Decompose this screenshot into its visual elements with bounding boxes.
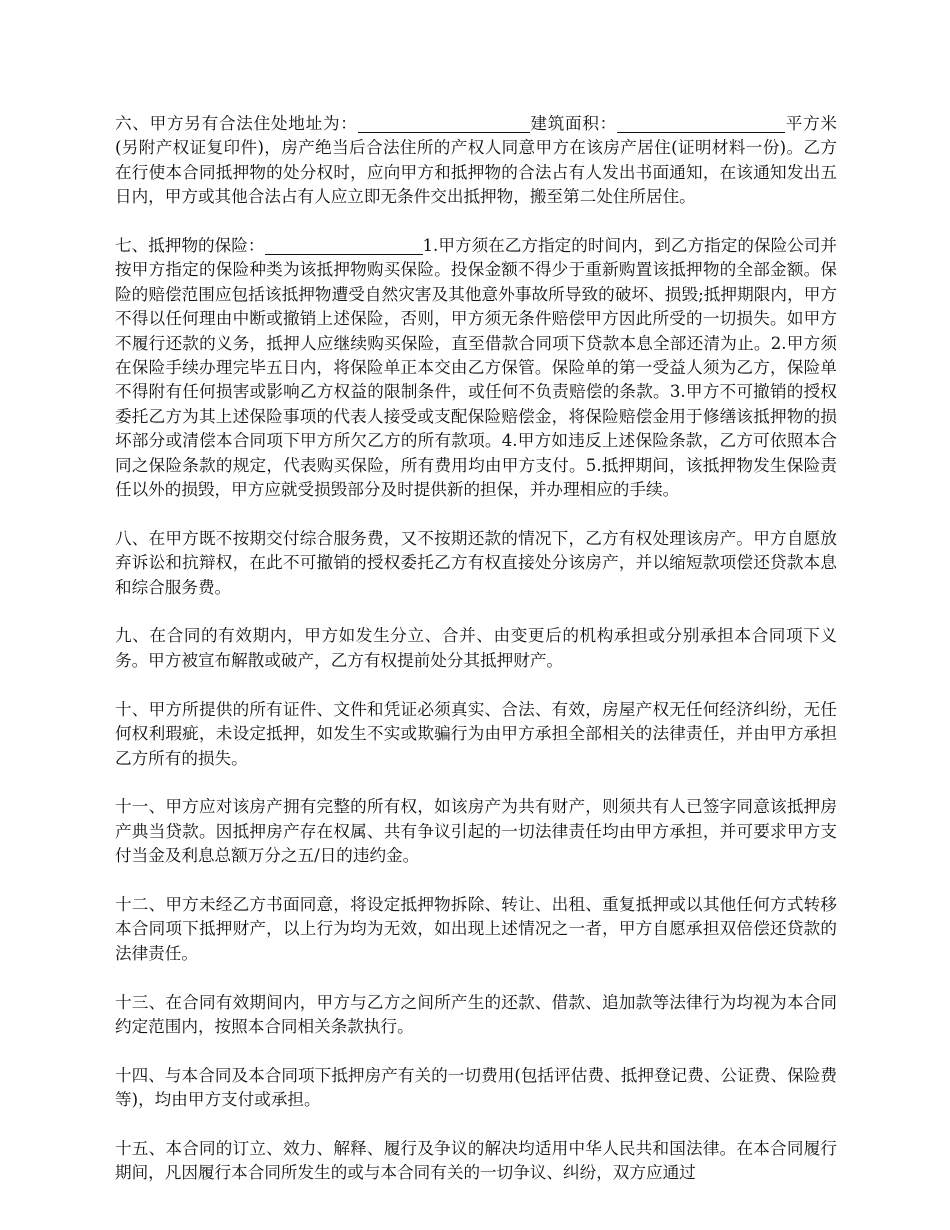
clause-12: 十二、甲方未经乙方书面同意，将设定抵押物拆除、转让、出租、重复抵押或以其他任何方式转移本合同项下抵押财产，以上行为均为无效，如出现上述情况之一者，甲方自愿承担双倍偿还贷款的法律责任。 [115,894,837,963]
clause-11: 十一、甲方应对该房产拥有完整的所有权，如该房产为共有财产，则须共有人已签字同意该抵押房产典当贷款。因抵押房产存在权属、共有争议引起的一切法律责任均由甲方承担，并可要求甲方支付当金及利息总额万分之五/日的违约金。 [115,797,837,866]
clause-15: 十五、本合同的订立、效力、解释、履行及争议的解决均适用中华人民共和国法律。在本合同履行期间，凡因履行本合同所发生的或与本合同有关的一切争议、纠纷，双方应通过 [115,1138,837,1183]
clause-13: 十三、在合同有效期间内，甲方与乙方之间所产生的还款、借款、追加款等法律行为均视为本合同约定范围内，按照本合同相关条款执行。 [115,992,837,1036]
clause-6-text-a: 六、甲方另有合法住处地址为： [115,114,358,133]
insurance-blank [265,236,423,255]
document-body [115,112,837,1210]
clause-6 [115,112,837,210]
clause-9: 九、在合同的有效期内，甲方如发生分立、合并、由变更后的机构承担或分别承担本合同项下义务。甲方被宣布解散或破产，乙方有权提前处分其抵押财产。 [115,626,837,670]
clause-7 [115,234,837,502]
clause-6-text-c: 平方米(另附产权证复印件)，房产绝当后合法住所的产权人同意甲方在该房产居住(证明材料一份)。乙方在行使本合同抵押物的处分权时，应向甲方和抵押物的合法占有人发出书面通知，在该通知发出五日内，甲方或其他合法占有人应立即无条件交出抵押物，搬至第二处住所居住。 [115,114,838,207]
clause-6-text-b: 建筑面积： [529,114,618,133]
clause-10: 十、甲方所提供的所有证件、文件和凭证必须真实、合法、有效，房屋产权无任何经济纠纷，无任何权利瑕疵，未设定抵押，如发生不实或欺骗行为由甲方承担全部相关的法律责任，并由甲方承担乙方所有的损失。 [115,699,837,768]
clause-7-text-a: 七、抵押物的保险： [115,236,265,256]
area-blank [617,114,785,133]
clause-14: 十四、与本合同及本合同项下抵押房产有关的一切费用(包括评估费、抵押登记费、公证费、保险费等)，均由甲方支付或承担。 [115,1065,837,1110]
address-blank [358,114,530,133]
clause-7-text-b: 1.甲方须在乙方指定的时间内，到乙方指定的保险公司并按甲方指定的保险种类为该抵押物购买保险。投保金额不得少于重新购置该抵押物的全部金额。保险的赔偿范围应包括该抵押物遭受自然灾害及其他意外事故所导致的破坏、损毁;抵押期限内，甲方不得以任何理由中断或撤销上述保险，否则，甲方须无条件赔偿甲方因此所受的一切损失。如甲方不履行还款的义务，抵押人应继续购买保险，直至借款合同项下贷款本息全部还清为止。2.甲方须在保险手续办理完毕五日内，将保险单正本交由乙方保管。保险单的第一受益人须为乙方，保险单不得附有任何损害或影响乙方权益的限制条件，或任何不负责赔偿的条款。3.甲方不可撤销的授权委托乙方为其上述保险事项的代表人接受或支配保险赔偿金，将保险赔偿金用于修缮该抵押物的损坏部分或清偿本合同项下甲方所欠乙方的所有款项。4.甲方如违反上述保险条款，乙方可依照本合同之保险条款的规定，代表购买保险，所有费用均由甲方支付。5.抵押期间，该抵押物发生保险责任以外的损毁，甲方应就受损毁部分及时提供新的担保，并办理相应的手续。 [115,236,837,500]
clause-8: 八、在甲方既不按期交付综合服务费，又不按期还款的情况下，乙方有权处理该房产。甲方自愿放弃诉讼和抗辩权，在此不可撤销的授权委托乙方有权直接处分该房产，并以缩短款项偿还贷款本息和综合服务费。 [115,528,837,597]
